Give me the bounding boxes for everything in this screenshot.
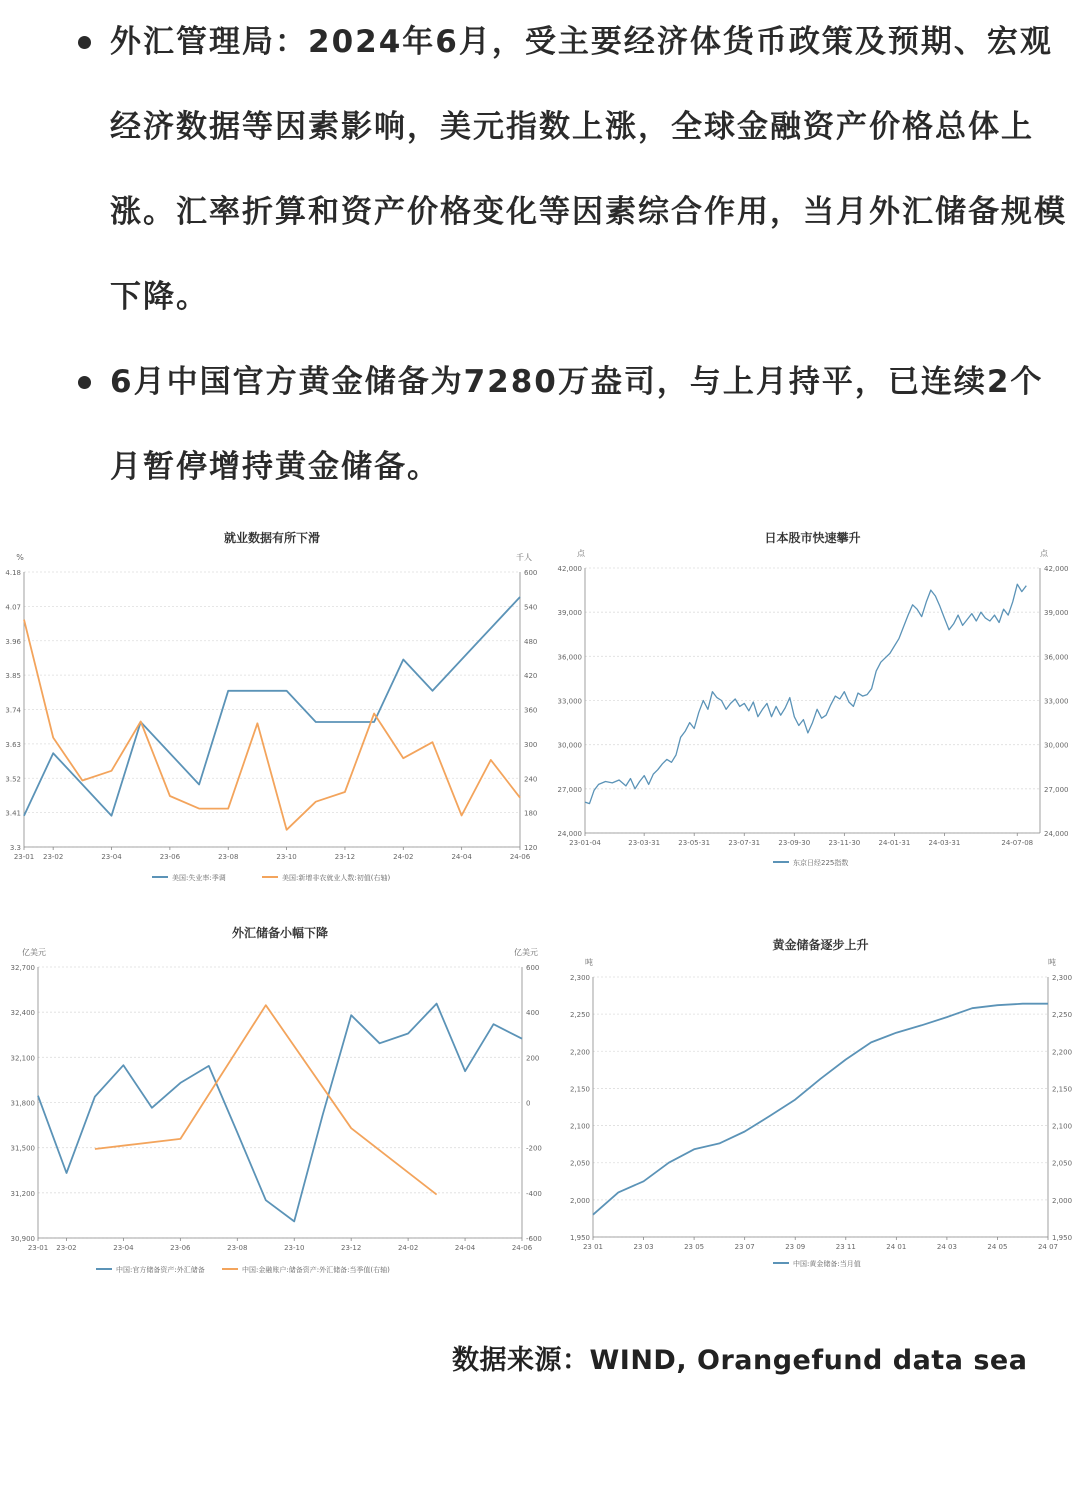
x-tick-label: 24-04 — [454, 1244, 476, 1252]
legend-label: 中国:官方储备资产:外汇储备 — [116, 1266, 205, 1274]
x-tick-label: 23 03 — [633, 1243, 654, 1251]
y-tick-label-right: 240 — [524, 775, 538, 784]
y-tick-label-left: 3.52 — [5, 775, 21, 784]
y-axis-unit-right: 吨 — [1048, 958, 1056, 967]
x-tick-label: 23-01 — [27, 1244, 49, 1252]
y-tick-label-left: 32,400 — [10, 1009, 35, 1018]
y-axis-unit-left: % — [16, 553, 24, 562]
y-tick-label-left: 2,100 — [569, 1122, 590, 1131]
x-tick-label: 23-06 — [170, 1244, 191, 1252]
y-tick-label-right: 300 — [524, 740, 538, 749]
bullet-dot-icon — [78, 376, 91, 389]
x-tick-label: 24-07-08 — [1001, 839, 1034, 847]
x-tick-label: 23-11-30 — [828, 839, 861, 847]
y-axis-unit-right: 千人 — [516, 553, 532, 562]
x-tick-label: 24 01 — [886, 1243, 907, 1251]
y-tick-label-right: 400 — [526, 1009, 540, 1018]
x-tick-label: 23-07-31 — [728, 839, 761, 847]
y-tick-label-left: 3.85 — [5, 672, 21, 681]
y-tick-label-left: 2,000 — [569, 1196, 590, 1205]
bullet-item — [70, 340, 1070, 510]
y-tick-label-left: 3.63 — [5, 740, 21, 749]
series-line — [24, 597, 520, 816]
y-tick-label-right: 42,000 — [1044, 565, 1069, 573]
y-tick-label-right: 33,000 — [1044, 697, 1069, 706]
y-tick-label-right: 200 — [526, 1054, 540, 1063]
x-tick-label: 24 03 — [936, 1243, 957, 1251]
y-tick-label-right: 2,050 — [1052, 1159, 1073, 1168]
y-tick-label-left: 31,200 — [10, 1189, 35, 1198]
x-tick-label: 23 05 — [684, 1243, 705, 1251]
data-source: 数据来源：WIND, Orangefund data sea — [452, 1345, 1028, 1376]
y-tick-label-right: 480 — [524, 637, 538, 646]
x-tick-label: 23-02 — [43, 853, 64, 861]
x-tick-label: 24-04 — [451, 853, 472, 861]
x-tick-label: 24-06 — [509, 853, 531, 861]
y-tick-label-left: 2,150 — [569, 1085, 590, 1094]
y-tick-label-right: 360 — [524, 706, 538, 715]
chart-nikkei — [545, 520, 1080, 890]
y-tick-label-right: 2,200 — [1052, 1048, 1073, 1057]
y-tick-label-right: -600 — [526, 1235, 542, 1243]
chart-gold-reserves-svg — [545, 925, 1080, 1285]
y-tick-label-right: 24,000 — [1044, 830, 1069, 838]
y-tick-label-left: 2,050 — [569, 1159, 590, 1168]
y-tick-label-right: -200 — [526, 1144, 542, 1153]
x-tick-label: 23-06 — [159, 853, 181, 861]
x-tick-label: 23-12 — [334, 853, 356, 861]
y-tick-label-left: 24,000 — [557, 830, 582, 838]
y-axis-unit-right: 点 — [1040, 549, 1048, 558]
legend-label: 中国:金融账户:储备资产:外汇储备:当季值(右轴) — [242, 1266, 390, 1274]
y-tick-label-left: 1,950 — [569, 1234, 590, 1242]
x-tick-label: 23-01-04 — [569, 839, 601, 847]
y-tick-label-right: 2,100 — [1052, 1122, 1073, 1131]
x-tick-label: 23-08 — [227, 1244, 248, 1252]
y-tick-label-left: 31,800 — [10, 1099, 35, 1108]
x-tick-label: 23 09 — [785, 1243, 806, 1251]
y-tick-label-left: 3.41 — [5, 809, 21, 818]
y-tick-label-left: 3.96 — [5, 637, 21, 646]
y-tick-label-left: 31,500 — [10, 1144, 35, 1153]
chart-title: 就业数据有所下滑 — [223, 531, 321, 545]
y-tick-label-left: 4.07 — [5, 603, 21, 612]
chart-fx-reserves-svg — [0, 915, 540, 1285]
y-tick-label-right: 120 — [524, 844, 538, 852]
series-line — [38, 1004, 522, 1222]
y-tick-label-right: 180 — [524, 809, 538, 818]
series-line — [24, 620, 520, 830]
chart-employment-svg — [0, 520, 540, 890]
chart-title: 日本股市快速攀升 — [764, 531, 861, 545]
legend-label: 美国:失业率:季调 — [172, 874, 226, 882]
x-tick-label: 23 11 — [835, 1243, 856, 1251]
y-axis-unit-right: 亿美元 — [514, 948, 538, 957]
y-tick-label-right: 1,950 — [1052, 1234, 1073, 1242]
x-tick-label: 23-10 — [276, 853, 297, 861]
y-tick-label-left: 3.3 — [9, 844, 21, 852]
x-tick-label: 24-02 — [393, 853, 414, 861]
chart-employment — [0, 520, 540, 890]
y-tick-label-left: 42,000 — [557, 565, 582, 573]
y-axis-unit-left: 亿美元 — [22, 948, 46, 957]
y-tick-label-left: 32,700 — [10, 964, 35, 972]
y-tick-label-left: 2,250 — [569, 1011, 590, 1020]
y-tick-label-right: 420 — [524, 672, 538, 681]
y-tick-label-right: 600 — [526, 964, 540, 972]
series-line — [593, 1004, 1048, 1215]
y-tick-label-right: 2,300 — [1052, 974, 1073, 982]
y-tick-label-right: 2,250 — [1052, 1011, 1073, 1020]
x-tick-label: 23-04 — [113, 1244, 134, 1252]
bullet-item — [70, 0, 1070, 340]
x-tick-label: 23-09-30 — [778, 839, 811, 847]
y-tick-label-left: 27,000 — [557, 785, 582, 794]
chart-nikkei-svg — [545, 520, 1080, 890]
x-tick-label: 24-03-31 — [928, 839, 961, 847]
y-tick-label-left: 30,900 — [10, 1235, 35, 1243]
y-axis-unit-left: 吨 — [585, 958, 593, 967]
y-tick-label-right: 39,000 — [1044, 609, 1069, 618]
x-tick-label: 23 01 — [582, 1243, 604, 1251]
x-tick-label: 23-03-31 — [628, 839, 661, 847]
chart-fx-reserves — [0, 915, 540, 1285]
x-tick-label: 24 07 — [1037, 1243, 1059, 1251]
x-tick-label: 24-02 — [397, 1244, 419, 1252]
y-tick-label-left: 39,000 — [557, 609, 582, 618]
y-tick-label-right: 2,000 — [1052, 1196, 1073, 1205]
y-tick-label-left: 32,100 — [10, 1054, 35, 1063]
y-tick-label-right: 540 — [524, 603, 538, 612]
chart-gold-reserves — [545, 925, 1080, 1285]
x-tick-label: 23-02 — [56, 1244, 77, 1252]
series-line — [585, 584, 1026, 803]
x-tick-label: 23-04 — [101, 853, 122, 861]
x-tick-label: 23-12 — [341, 1244, 362, 1252]
y-tick-label-left: 2,300 — [569, 974, 590, 982]
bullet-text: 外汇管理局：2024年6月，受主要经济体货币政策及预期、宏观经济数据等因素影响，美元指数上涨，全球金融资产价格总体上涨。汇率折算和资产价格变化等因素综合作用，当月外汇储备规模下降。 — [110, 24, 1067, 315]
bullet-dot-icon — [78, 36, 91, 49]
chart-title: 黄金储备逐步上升 — [772, 938, 869, 952]
y-tick-label-right: 0 — [526, 1099, 531, 1108]
x-tick-label: 23-01 — [13, 853, 35, 861]
y-tick-label-left: 36,000 — [557, 653, 582, 662]
y-tick-label-left: 33,000 — [557, 697, 582, 706]
chart-title: 外汇储备小幅下降 — [231, 926, 329, 940]
x-tick-label: 23 07 — [734, 1243, 755, 1251]
x-tick-label: 23-05-31 — [678, 839, 711, 847]
x-tick-label: 23-08 — [218, 853, 239, 861]
x-tick-label: 23-10 — [284, 1244, 305, 1252]
y-tick-label-left: 3.74 — [5, 706, 21, 715]
legend-label: 中国:黄金储备:当月值 — [793, 1260, 861, 1268]
y-axis-unit-left: 点 — [577, 549, 585, 558]
y-tick-label-right: 2,150 — [1052, 1085, 1073, 1094]
y-tick-label-right: -400 — [526, 1189, 542, 1198]
y-tick-label-left: 4.18 — [5, 569, 21, 577]
y-tick-label-left: 2,200 — [569, 1048, 590, 1057]
y-tick-label-left: 30,000 — [557, 741, 582, 750]
x-tick-label: 24-06 — [511, 1244, 533, 1252]
x-tick-label: 24 05 — [987, 1243, 1008, 1251]
legend-label: 东京日经225指数 — [793, 859, 849, 867]
bullet-text: 6月中国官方黄金储备为7280万盎司，与上月持平，已连续2个月暂停增持黄金储备。 — [110, 364, 1044, 485]
x-tick-label: 24-01-31 — [878, 839, 911, 847]
y-tick-label-right: 30,000 — [1044, 741, 1069, 750]
bullet-list — [70, 0, 1070, 510]
y-tick-label-right: 27,000 — [1044, 785, 1069, 794]
y-tick-label-right: 36,000 — [1044, 653, 1069, 662]
legend-label: 美国:新增非农就业人数:初值(右轴) — [282, 874, 391, 882]
y-tick-label-right: 600 — [524, 569, 538, 577]
